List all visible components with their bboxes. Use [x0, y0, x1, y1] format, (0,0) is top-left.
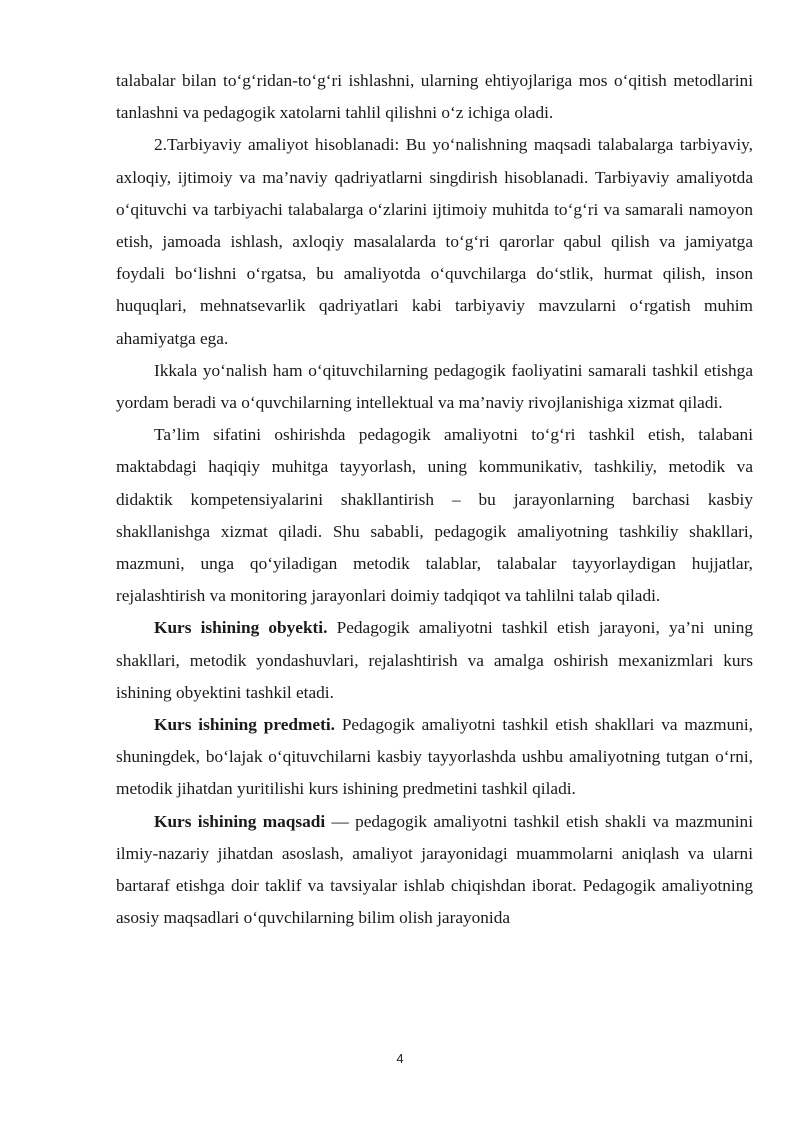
- body-text: [116, 65, 753, 934]
- paragraph-lead-heading: Kurs ishining maqsadi: [154, 811, 326, 831]
- paragraph-kurs-obyekti: [116, 612, 753, 709]
- paragraph-text: talabalar bilan to‘g‘ridan-to‘g‘ri ishlashni, ularning ehtiyojlariga mos o‘qitish metodlarini tanlashni va pedagogik xatolarni tahlil qilishni o‘z ichiga oladi.: [116, 71, 753, 123]
- paragraph-kurs-maqsadi: [116, 806, 753, 935]
- page-number: 4: [396, 1051, 404, 1066]
- paragraph-continuation: [116, 65, 753, 129]
- paragraph-lead-heading: Kurs ishining predmeti.: [154, 715, 335, 735]
- paragraph-text: Ikkala yo‘nalish ham o‘qituvchilarning pedagogik faoliyatini samarali tashkil etishga yordam beradi va o‘quvchilarning intellektual va ma’naviy rivojlanishiga xizmat qiladi.: [116, 360, 753, 413]
- paragraph-kurs-predmeti: [116, 709, 753, 806]
- paragraph-text: Pedagogik amaliyotni tashkil etish jarayoni, ya’ni uning shakllari, metodik yondashuvlari, rejalashtirish va amalga oshirish mexanizmlari kurs ishining obyektini tashkil etadi.: [116, 618, 753, 702]
- paragraph-text: Ta’lim sifatini oshirishda pedagogik amaliyotni to‘g‘ri tashkil etish, talabani maktabdagi haqiqiy muhitga tayyorlash, uning kommunikativ, tashkiliy, metodik va didaktik kompetensiyalarini shakllantirish – bu jarayonlarning barchasi kasbiy shakllanishga xizmat qiladi. Shu sababli, pedagogik amaliyotning tashkiliy shakllari, mazmuni, unga qo‘yiladigan metodik talablar, talabalar tayyorlaydigan hujjatlar, rejalashtirish va monitoring jarayonlari doimiy tadqiqot va tahlilni talab qiladi.: [116, 425, 753, 606]
- paragraph-ikkala-yonalish: [116, 355, 753, 419]
- paragraph-text: — pedagogik amaliyotni tashkil etish shakli va mazmunini ilmiy-nazariy jihatdan asoslash, amaliyot jarayonidagi muammolarni aniqlash va ularni bartaraf etishga doir taklif va tavsiyalar ishlab chiqishdan iborat. Pedagogik amaliyotning asosiy maqsadlari o‘quvchilarning bilim olish jarayonida: [116, 811, 753, 928]
- paragraph-text: 2.Tarbiyaviy amaliyot hisoblanadi: Bu yo‘nalishning maqsadi talabalarga tarbiyaviy, axloqiy, ijtimoiy va ma’naviy qadriyatlarni singdirish hisoblanadi. Tarbiyaviy amaliyotda o‘qituvchi va tarbiyachi talabalarga o‘zlarini ijtimoiy muhitda to‘g‘ri va samarali namoyon etish, jamoada ishlash, axloqiy masalalarda to‘g‘ri qarorlar qabul qilish va jamiyatga foydali bo‘lishni o‘rgatsa, bu amaliyotda o‘quvchilarga do‘stlik, hurmat qilish, inson huquqlari, mehnatsevarlik qadriyatlari kabi tarbiyaviy mavzularni o‘rgatish muhim ahamiyatga ega.: [116, 135, 753, 348]
- paragraph-text: Pedagogik amaliyotni tashkil etish shakllari va mazmuni, shuningdek, bo‘lajak o‘qituvchilarni kasbiy tayyorlashda ushbu amaliyotning tutgan o‘rni, metodik jihatdan yuritilishi kurs ishining predmetini tashkil qiladi.: [116, 715, 753, 799]
- paragraph-talim-sifati: [116, 419, 753, 612]
- paragraph-tarbiyaviy-amaliyot: [116, 129, 753, 354]
- paragraph-lead-heading: Kurs ishining obyekti.: [154, 618, 328, 638]
